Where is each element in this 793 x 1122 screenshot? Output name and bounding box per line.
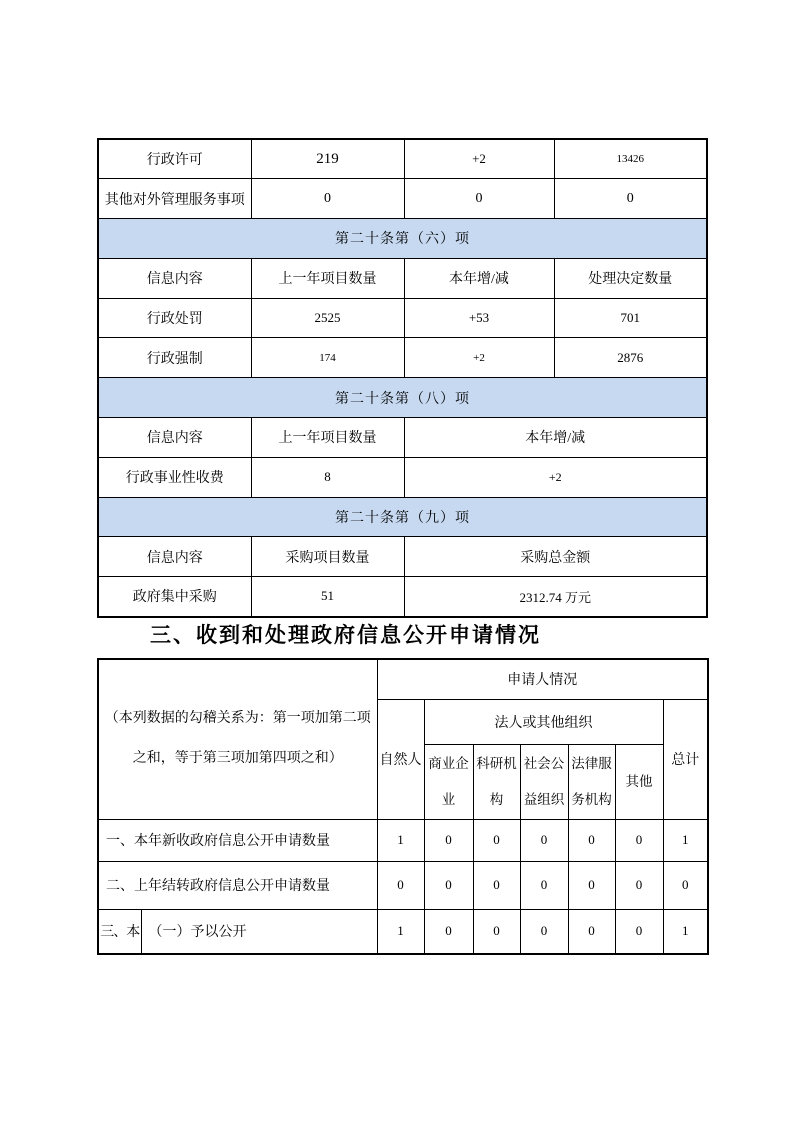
- value-cell: 0: [520, 861, 568, 909]
- header-org-type-commercial: 商业企业: [424, 744, 473, 819]
- value-cell: 0: [473, 909, 520, 954]
- row-label: 行政强制: [98, 338, 251, 378]
- section-banner: 第二十条第（九）项: [98, 497, 707, 537]
- value-cell: 1: [377, 909, 424, 954]
- reconciliation-note: （本列数据的勾稽关系为：第一项加第二项之和，等于第三项加第四项之和）: [98, 659, 377, 819]
- header-row-item8: [98, 418, 707, 458]
- section-banner: 第二十条第（六）项: [98, 219, 707, 259]
- row-label: 其他对外管理服务事项: [98, 179, 251, 219]
- column-header: 信息内容: [98, 537, 251, 577]
- value-cell: 174: [251, 338, 404, 378]
- value-cell: 1: [663, 909, 708, 954]
- value-cell: 0: [424, 909, 473, 954]
- value-cell: 0: [568, 819, 615, 861]
- column-header: 信息内容: [98, 258, 251, 298]
- row-administrative-fees: [98, 457, 707, 497]
- row-label: 行政事业性收费: [98, 457, 251, 497]
- value-cell: 701: [554, 298, 707, 338]
- value-cell: 0: [424, 819, 473, 861]
- value-cell: 0: [568, 861, 615, 909]
- row-administrative-coercion: [98, 338, 707, 378]
- value-cell: +53: [404, 298, 554, 338]
- section3-heading: 三、收到和处理政府信息公开申请情况: [150, 623, 541, 647]
- column-header: 采购总金额: [404, 537, 707, 577]
- header-applicant-status: 申请人情况: [377, 659, 708, 699]
- value-cell: 0: [520, 909, 568, 954]
- value-cell: 1: [377, 819, 424, 861]
- header-org-type-research: 科研机构: [473, 744, 520, 819]
- column-header: 处理决定数量: [554, 258, 707, 298]
- row-label-prefix: 三、本: [98, 909, 141, 954]
- table-foia-requests: [97, 658, 709, 955]
- column-header: 上一年项目数量: [251, 258, 404, 298]
- column-header: 信息内容: [98, 418, 251, 458]
- value-cell: 0: [251, 179, 404, 219]
- column-header: 本年增/减: [404, 258, 554, 298]
- value-cell: 51: [251, 577, 404, 617]
- value-cell: 8: [251, 457, 404, 497]
- header-org-type-public-welfare: 社会公益组织: [520, 744, 568, 819]
- value-cell: 0: [520, 819, 568, 861]
- row-label: 行政许可: [98, 139, 251, 179]
- value-cell: 2525: [251, 298, 404, 338]
- header-row-item9: [98, 537, 707, 577]
- row-label: 一、本年新收政府信息公开申请数量: [98, 819, 377, 861]
- header-org-type-other: 其他: [615, 744, 663, 819]
- value-cell: 0: [615, 861, 663, 909]
- banner-article20-item6: [98, 219, 707, 259]
- value-cell: 2312.74 万元: [404, 577, 707, 617]
- header-natural-person: 自然人: [377, 699, 424, 819]
- table-article20: [97, 138, 708, 618]
- column-header: 上一年项目数量: [251, 418, 404, 458]
- value-cell: 0: [568, 909, 615, 954]
- row-other-external-services: [98, 179, 707, 219]
- value-cell: 1: [663, 819, 708, 861]
- header-row-item6: [98, 258, 707, 298]
- value-cell: 219: [251, 139, 404, 179]
- section-banner: 第二十条第（八）项: [98, 378, 707, 418]
- banner-article20-item8: [98, 378, 707, 418]
- value-cell: 0: [615, 909, 663, 954]
- value-cell: 0: [473, 819, 520, 861]
- value-cell: 0: [554, 179, 707, 219]
- row-label: 二、上年结转政府信息公开申请数量: [98, 861, 377, 909]
- value-cell: 2876: [554, 338, 707, 378]
- value-cell: +2: [404, 457, 707, 497]
- row-label: 政府集中采购: [98, 577, 251, 617]
- header-org-type-legal-service: 法律服务机构: [568, 744, 615, 819]
- header-total: 总计: [663, 699, 708, 819]
- value-cell: 0: [473, 861, 520, 909]
- value-cell: 0: [615, 819, 663, 861]
- value-cell: +2: [404, 338, 554, 378]
- value-cell: 0: [377, 861, 424, 909]
- row-label: 行政处罚: [98, 298, 251, 338]
- row-gov-centralized-procurement: [98, 577, 707, 617]
- row-administrative-penalty: [98, 298, 707, 338]
- row-administrative-licensing: [98, 139, 707, 179]
- header-legal-org: 法人或其他组织: [424, 699, 663, 744]
- header-row-applicant: [98, 659, 708, 699]
- row-new-requests: [98, 819, 708, 861]
- value-cell: 0: [663, 861, 708, 909]
- row-carryover-requests: [98, 861, 708, 909]
- value-cell: +2: [404, 139, 554, 179]
- row-granted-disclosure: [98, 909, 708, 954]
- value-cell: 0: [404, 179, 554, 219]
- column-header: 采购项目数量: [251, 537, 404, 577]
- column-header: 本年增/减: [404, 418, 707, 458]
- value-cell: 13426: [554, 139, 707, 179]
- banner-article20-item9: [98, 497, 707, 537]
- row-label: （一）予以公开: [141, 909, 377, 954]
- value-cell: 0: [424, 861, 473, 909]
